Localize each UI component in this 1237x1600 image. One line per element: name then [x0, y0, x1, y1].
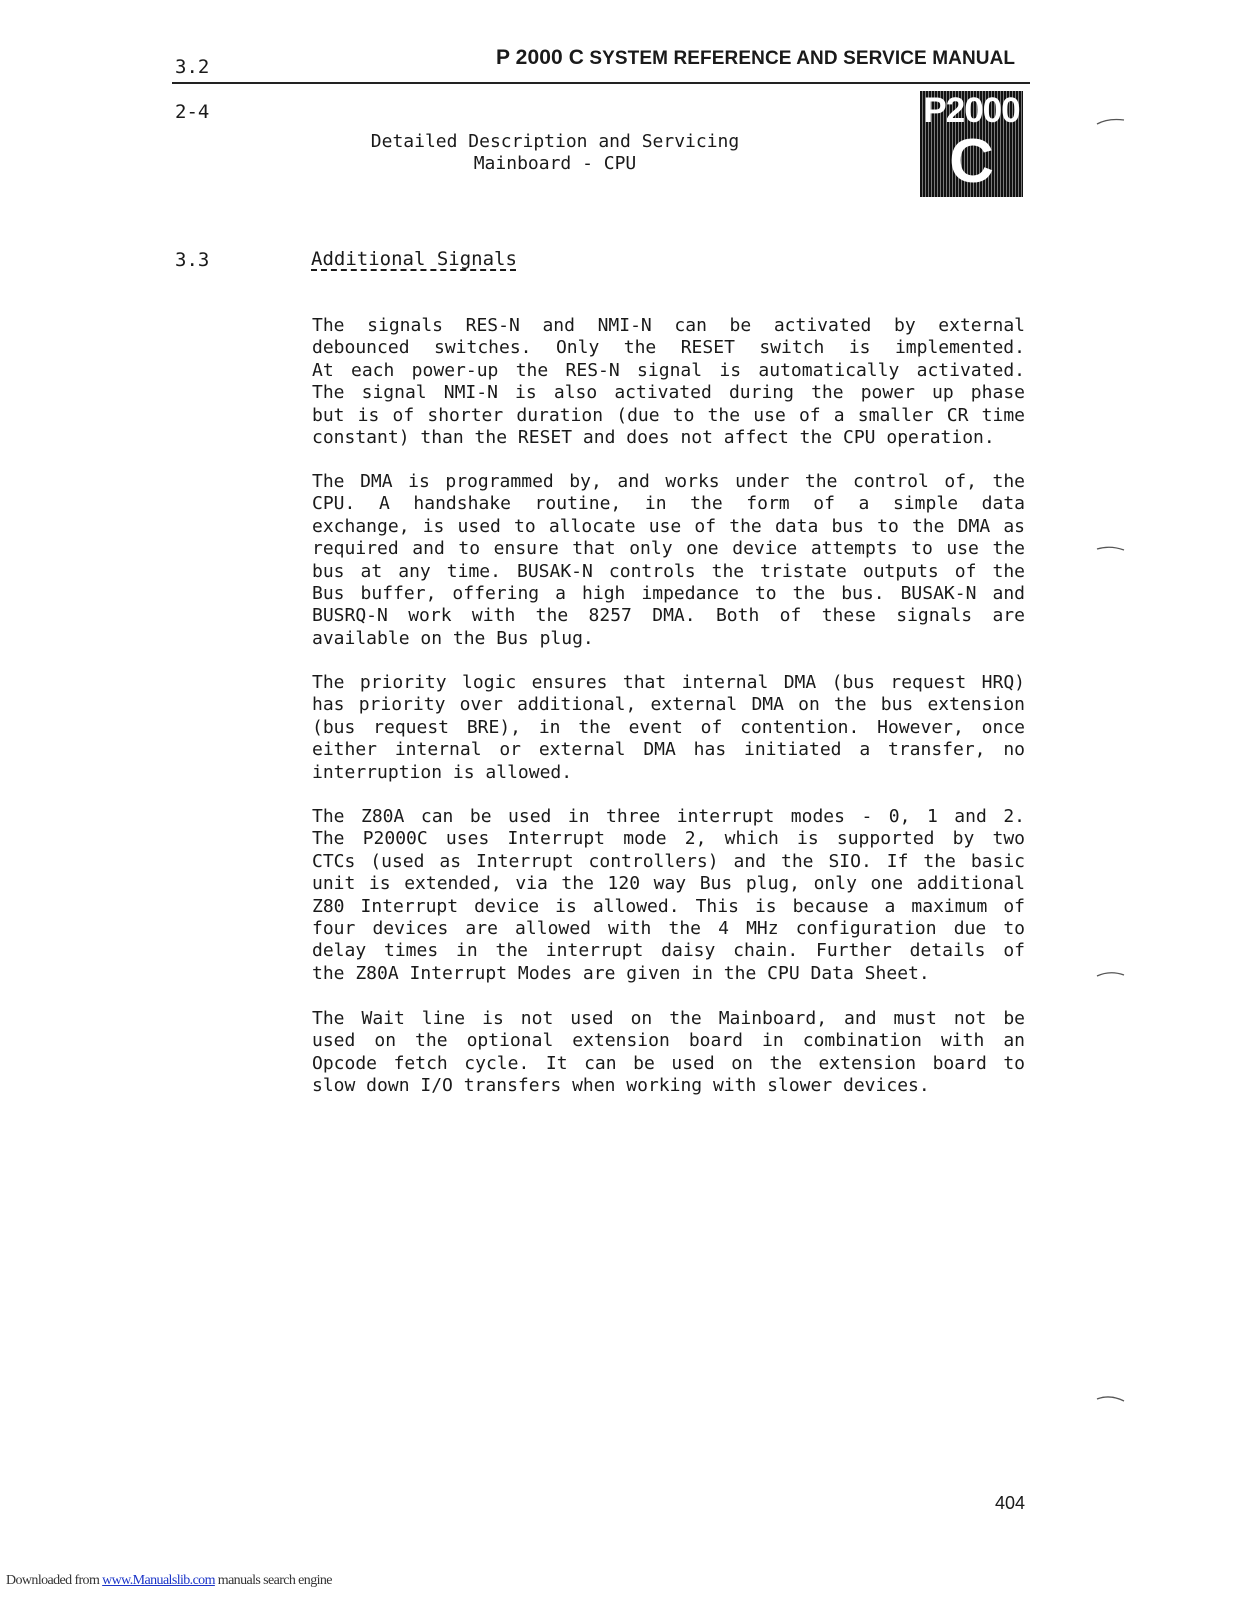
text-line: slow down I/O transfers when working with slower devices. — [312, 1075, 930, 1097]
logo-c-letter: C — [949, 127, 994, 196]
text-line: the Z80A Interrupt Modes are given in the CPU Data Sheet. — [312, 962, 930, 984]
section-ref: 3.2 — [175, 56, 210, 78]
paragraph-priority-logic — [312, 672, 1025, 784]
paragraph-interrupt-modes — [312, 806, 1025, 985]
section-number: 3.3 — [175, 249, 210, 271]
text-line: delay times in the interrupt daisy chain. Further details of — [312, 940, 1025, 962]
text-line: four devices are allowed with the 4 MHz configuration due to — [312, 918, 1025, 940]
document-title — [330, 131, 780, 175]
text-line: either internal or external DMA has initiated a transfer, no — [312, 739, 1025, 761]
manual-title-model: P 2000 C — [496, 46, 584, 69]
text-line: bus at any time. BUSAK-N controls the tristate outputs of the — [312, 560, 1025, 582]
text-line: (bus request BRE), in the event of contention. However, once — [312, 716, 1025, 738]
text-line: debounced switches. Only the RESET switch is implemented. — [312, 337, 1025, 359]
text-line: unit is extended, via the 120 way Bus plug, only one additional — [312, 873, 1025, 895]
text-line: The P2000C uses Interrupt mode 2, which is supported by two — [312, 828, 1025, 850]
text-line: has priority over additional, external DMA on the bus extension — [312, 694, 1025, 716]
text-line: Z80 Interrupt device is allowed. This is because a maximum of — [312, 895, 1025, 917]
text-line: The signal NMI-N is also activated during the power up phase — [312, 382, 1025, 404]
document-title-line1: Detailed Description and Servicing — [370, 131, 740, 152]
text-line: used on the optional extension board in combination with an — [312, 1030, 1025, 1052]
text-line: At each power-up the RES-N signal is automatically activated. — [312, 359, 1025, 381]
paragraph-dma — [312, 471, 1025, 650]
document-title-line2: Mainboard - CPU — [473, 153, 637, 174]
text-line: CTCs (used as Interrupt controllers) and the SIO. If the basic — [312, 850, 1025, 872]
text-line: required and to ensure that only one device attempts to use the — [312, 538, 1025, 560]
text-line: but is of shorter duration (due to the use of a smaller CR time — [312, 404, 1025, 426]
punch-mark — [1096, 1393, 1126, 1403]
text-line: exchange, is used to allocate use of the data bus to the DMA as — [312, 515, 1025, 537]
punch-mark — [1096, 969, 1126, 979]
text-line: The Wait line is not used on the Mainboard, and must not be — [312, 1008, 1025, 1029]
punch-mark — [1096, 116, 1126, 126]
manual-title-rest: SYSTEM REFERENCE AND SERVICE MANUAL — [583, 48, 1016, 69]
text-line: The signals RES-N and NMI-N can be activated by external — [312, 315, 1025, 336]
text-line: interruption is allowed. — [312, 761, 573, 783]
manual-title — [496, 46, 1015, 70]
logo-top-text: P2000 — [923, 91, 1020, 130]
text-line: The Z80A can be used in three interrupt modes - 0, 1 and 2. — [312, 806, 1025, 827]
footer-prefix: Downloaded from — [6, 1573, 103, 1588]
text-line: constant) than the RESET and does not affect the CPU operation. — [312, 427, 995, 449]
manualslib-link[interactable]: www.Manualslib.com — [102, 1573, 215, 1588]
text-line: The DMA is programmed by, and works under the control of, the — [312, 471, 1025, 492]
paragraph-reset-signals — [312, 315, 1025, 449]
text-line: available on the Bus plug. — [312, 627, 594, 649]
text-line: Bus buffer, offering a high impedance to the bus. BUSAK-N and — [312, 583, 1025, 605]
text-line: Opcode fetch cycle. It can be used on the extension board to — [312, 1052, 1025, 1074]
punch-mark — [1096, 543, 1126, 553]
header-rule — [172, 82, 1030, 84]
text-line: CPU. A handshake routine, in the form of a simple data — [312, 493, 1025, 515]
page-ref: 2-4 — [175, 101, 210, 123]
text-line: The priority logic ensures that internal DMA (bus request HRQ) — [312, 672, 1025, 693]
p2000c-logo — [920, 91, 1023, 197]
section-title: Additional Signals — [311, 248, 517, 270]
paragraph-wait-line — [312, 1008, 1025, 1098]
footer-suffix: manuals search engine — [214, 1573, 332, 1588]
page-number: 404 — [995, 1493, 1026, 1513]
text-line: BUSRQ-N work with the 8257 DMA. Both of these signals are — [312, 605, 1025, 627]
download-footer — [6, 1573, 332, 1589]
